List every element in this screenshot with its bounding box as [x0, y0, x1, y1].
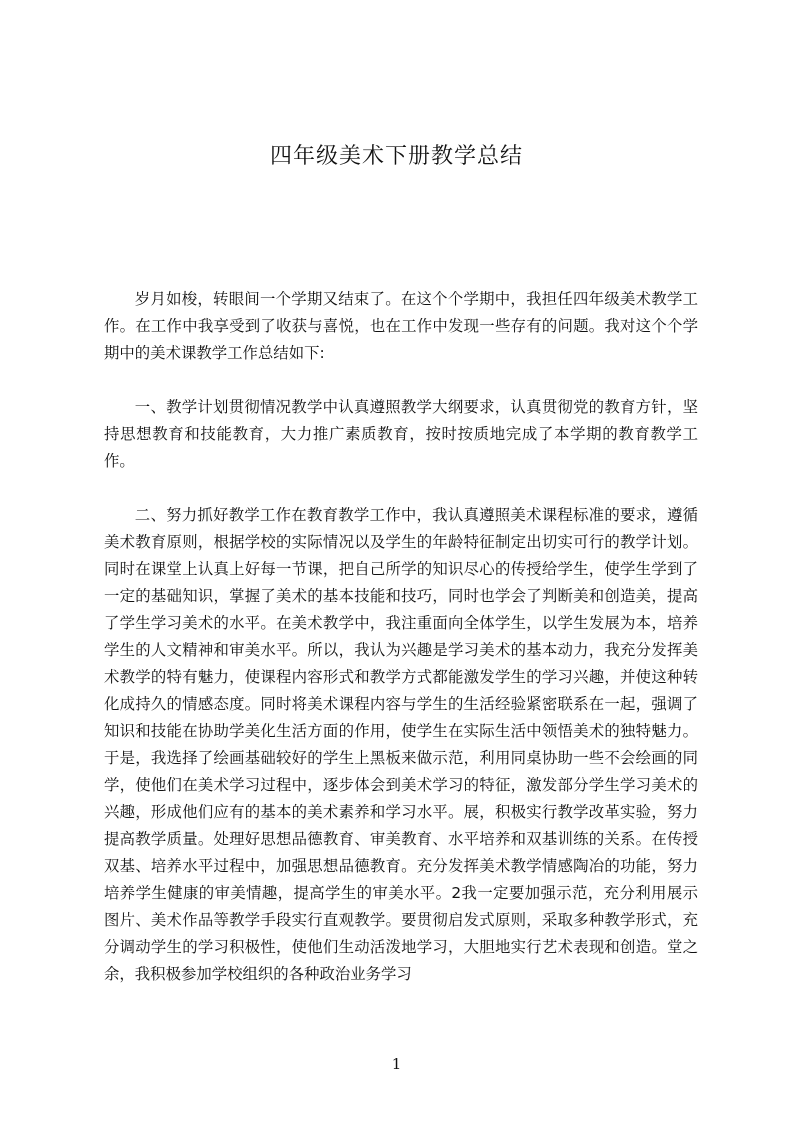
paragraph-section-2: 二、努力抓好教学工作在教育教学工作中，我认真遵照美术课程标准的要求，遵循美术教育原则，根据学校的实际情况以及学生的年龄特征制定出切实可行的教学计划。同时在课堂上认真上好每一节课，把自己所学的知识尽心的传授给学生，使学生学到了一定的基础知识，掌握了美术的基本技能和技巧，同时也学会了判断美和创造美，提高了学生学习美术的水平。在美术教学中，我注重面向全体学生，以学生发展为本，培养学生的人文精神和审美水平。所以，我认为兴趣是学习美术的基本动力，我充分发挥美术教学的特有魅力，使课程内容形式和教学方式都能激发学生的学习兴趣，并使这种转化成持久的情感态度。同时将美术课程内容与学生的生活经验紧密联系在一起，强调了知识和技能在协助学美化生活方面的作用，使学生在实际生活中领悟美术的独特魅力。于是，我选择了绘画基础较好的学生上黑板来做示范，利用同桌协助一些不会绘画的同学，使他们在美术学习过程中，逐步体会到美术学习的特征，激发部分学生学习美术的兴趣，形成他们应有的基本的美术素养和学习水平。展，积极实行教学改革实验，努力提高教学质量。处理好思想品德教育、审美教育、水平培养和双基训练的关系。在传授双基、培养水平过程中，加强思想品德教育。充分发挥美术教学情感陶冶的功能，努力培养学生健康的审美情趣，提高学生的审美水平。2我一定要加强示范，充分利用展示图片、美术作品等教学手段实行直观教学。要贯彻启发式原则，采取多种教学形式，充分调动学生的学习积极性，使他们生动活泼地学习，大胆地实行艺术表现和创造。堂之余，我积极参加学校组织的各种政治业务学习	[104, 506, 698, 983]
document-body	[104, 286, 698, 1015]
paragraph-intro: 岁月如梭，转眼间一个学期又结束了。在这个个学期中，我担任四年级美术教学工作。在工作中我享受到了收获与喜悦，也在工作中发现一些存有的问题。我对这个个学期中的美术课教学工作总结如下:	[104, 290, 698, 362]
paragraph-section-1: 一、教学计划贯彻情况教学中认真遵照教学大纲要求，认真贯彻党的教育方针，坚持思想教育和技能教育，大力推广素质教育，按时按质地完成了本学期的教育教学工作。	[104, 398, 698, 470]
document-title: 四年级美术下册教学总结	[269, 144, 523, 169]
page-number: 1	[391, 1055, 402, 1073]
